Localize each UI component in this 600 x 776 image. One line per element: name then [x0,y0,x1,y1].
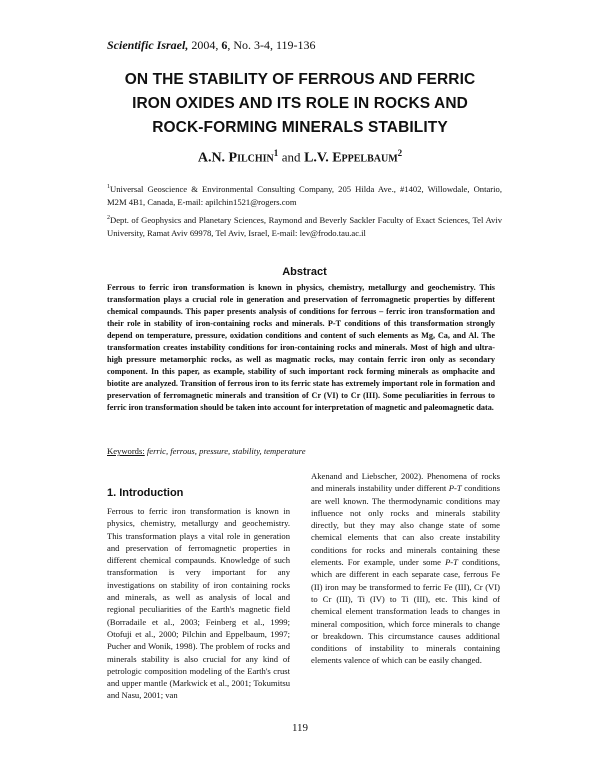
title-line-3: ROCK-FORMING MINERALS STABILITY [152,119,448,136]
author-2: L.V. Eppelbaum [304,150,398,166]
journal-volume: 6 [221,38,228,52]
intro-left-text: Ferrous to ferric iron transformation is known in physics, chemistry, metallurgy and geochemistry. This transformation plays a vital role in generation and preservation of ferromagnetic properties in different chemical compaunds. Knowledge of such transformation is very important for any investigations on stability of iron containing rocks and minerals, as well as analysis of local and regional peculiarities of the Earth's magnetic field (Borradaile et al., 2003; Feinberg et al., 1999; Otofuji et al., 2000; Pilchin and Eppelbaum, 1997; Pucher and Wonik, 1998). The problem of rocks and minerals stability is also crucial for any kind of petrologic composition modeling of the Earth's crust and upper mantle (Markwick et al., 2001; Tokumitsu and Nasu, 2001; van [107,506,290,701]
affiliation-2-text: Dept. of Geophysics and Planetary Sciences, Raymond and Beverly Sackler Faculty of Exact Sciences, Tel Aviv University, Ramat Aviv 69978, Tel Aviv, Israel, E-mail: lev@frodo.tau.ac.il [107,214,502,238]
author-1-affil-mark: 1 [273,148,279,158]
keywords-line [107,446,306,456]
journal-issue-pages: , No. 3-4, 119-136 [227,38,316,52]
intro-left-column [107,505,290,702]
intro-right-text-2: conditions are well known. The thermodynamic conditions may influence not only rocks and minerals stability directly, but they may also change state of some chemical elements that can also create instability conditions for rocks and minerals containing these elements. For example, under some [311,483,500,568]
page-number: 119 [291,722,309,734]
author-conjunction: and [281,149,301,165]
affiliation-1-mark: 1 [107,184,110,190]
intro-right-pt-1: P-T [448,483,462,494]
intro-right-column [311,470,500,667]
title-line-2: IRON OXIDES AND ITS ROLE IN ROCKS AND [132,95,468,112]
journal-name: Scientific Israel, [107,38,189,52]
paper-title [90,68,510,140]
keywords-label: Keywords: [107,446,145,456]
author-1: A.N. Pilchin [197,150,274,166]
abstract-text: Ferrous to ferric iron transformation is known in physics, chemistry, metallurgy and geochemistry. This transformation plays a crucial role in generation and preservation of ferromagnetic properties by different chemical compaunds. This paper presents analysis of conditions for ferrous – ferric iron transformation and their role in stability of iron-containing rocks and minerals. P-T conditions of this transformation strongly depend on temperature, pressure, oxidation conditions and content of such elements as Mg, Ca, and Al. The transformation creates instability conditions for iron-containing rocks and minerals. Most of high and ultra-high pressure metamorphic rocks, as well as magmatic rocks, may contain ferric iron only as secondary component. In this paper, as example, stability of such important rock forming minerals as omphacite and biotite are analyzed. Transition of ferrous iron to its ferric state has extremely important role in formation and preservation of ferromagnetic minerals and transition of Cr (VI) to Cr (III). Some peculiarities in ferrous to ferric iron transformation should be taken into account for interpretation of magnetic and paleomagnetic data. [107,283,495,412]
section-heading-introduction: 1. Introduction [107,487,184,499]
intro-right-pt-2: P-T [445,557,458,568]
journal-citation [107,38,316,53]
intro-right-text-3: conditions, which are different in each separate case, ferrous Fe (II) iron may be transformed to ferric Fe (III), Cr (VI) to Cr (III), Ti (IV) to Ti (III), etc. This kind of chemical element transformation leads to changes in mineral composition, which force minerals to change or breakdown. This circumstance causes additional conditions of instability to minerals containing elements valence of which can be easily changed. [311,557,500,666]
intro-right-text-1: Akenand and Liebscher, 2002). Phenomena of rocks and minerals instability under different [311,471,500,494]
title-line-1: ON THE STABILITY OF FERROUS AND FERRIC [124,71,476,88]
abstract-heading: Abstract [282,266,327,278]
affiliation-1-text: Universal Geoscience & Environmental Consulting Company, 205 Hilda Ave., #1402, Willowdale, Ontario, M2M 4B1, Canada, E-mail: apilchin1521@rogers.com [107,183,502,207]
affiliation-2-mark: 2 [107,215,110,221]
affiliation-1 [107,181,502,209]
keywords-values: ferric, ferrous, pressure, stability, temperature [144,446,306,456]
journal-year: 2004, [188,38,222,52]
author-list [90,148,510,167]
author-2-affil-mark: 2 [397,148,403,158]
affiliation-2 [107,212,502,240]
